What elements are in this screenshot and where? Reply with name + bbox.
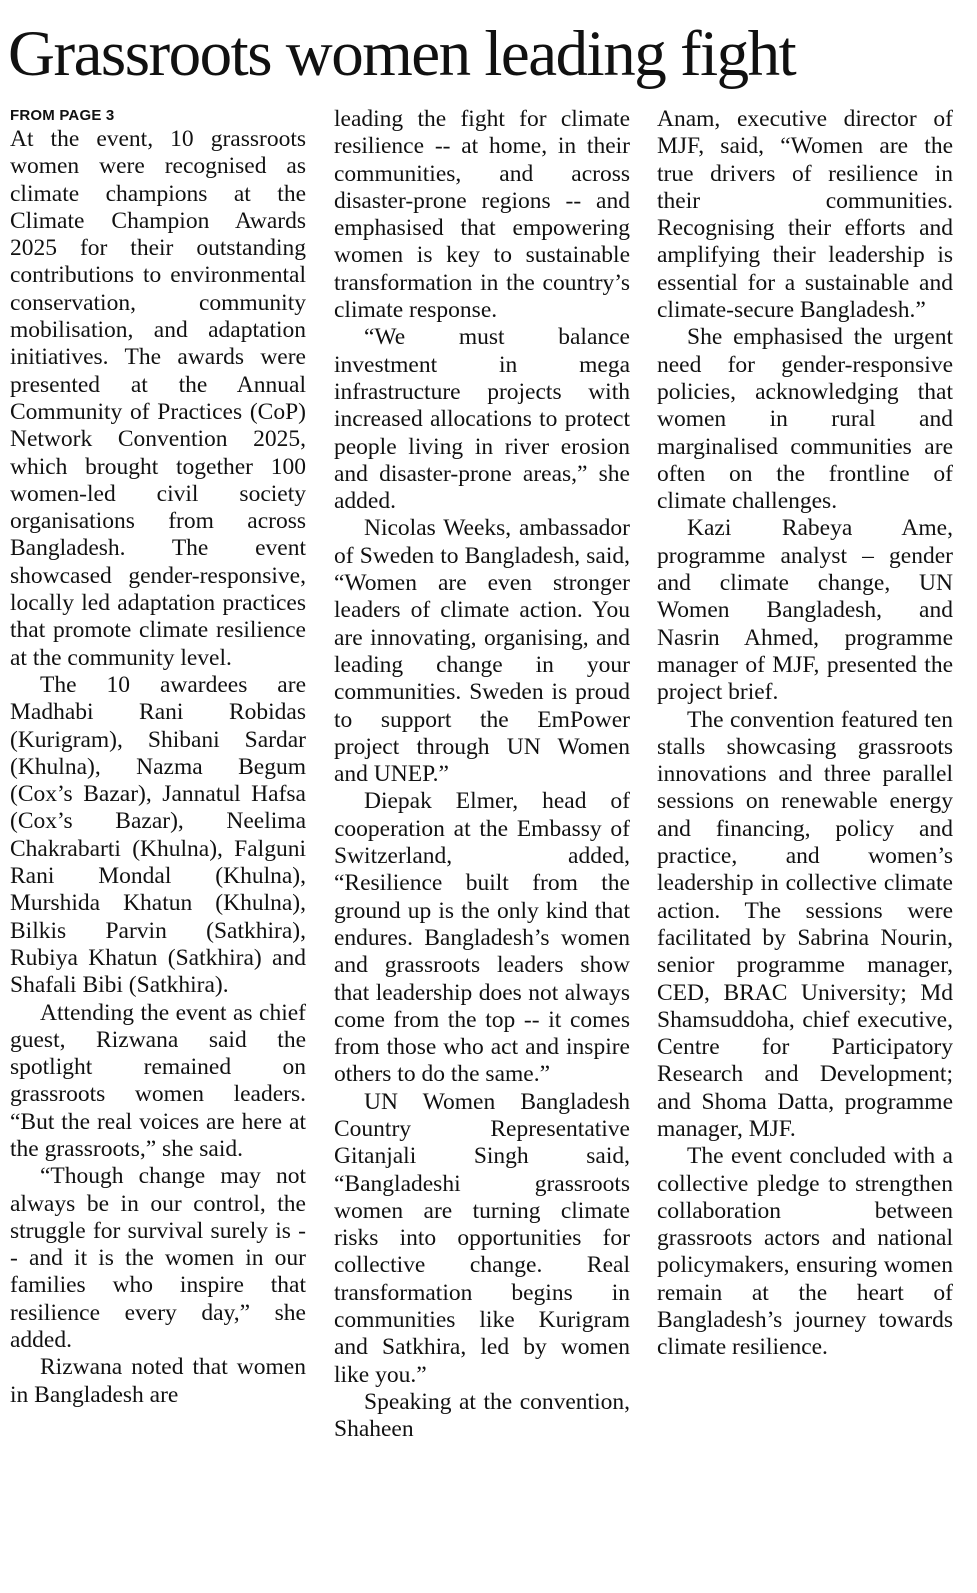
paragraph: “We must balance investment in mega infrastructure projects with increased allocations to protect people living in river erosion and disaster-prone areas,” she added. [334, 324, 630, 515]
paragraph: Nicolas Weeks, ambassador of Sweden to Bangladesh, said, “Women are even stronger leaders of climate action. You are innovating, organising, and leading change in your communities. Sweden is proud to support the EmPower project through UN Women and UNEP.” [334, 515, 630, 788]
article-column-2 [334, 106, 630, 1590]
paragraph: leading the fight for climate resilience -- at home, in their communities, and across disaster-prone regions -- and emphasised that empowering women is key to sustainable transformation in the country’s climate response. [334, 106, 630, 324]
paragraph: UN Women Bangladesh Country Representative Gitanjali Singh said, “Bangladeshi grassroots women are turning climate risks into opportunities for collective change. Real transformation begins in communities like Kurigram and Satkhira, led by women like you.” [334, 1088, 630, 1388]
paragraph: Diepak Elmer, head of cooperation at the Embassy of Switzerland, added, “Resilience built from the ground up is the only kind that endures. Bangladesh’s women and grassroots leaders show that leadership does not always come from the top -- it comes from those who act and inspire others to do the same.” [334, 788, 630, 1088]
dateline: FROM PAGE 3 [10, 107, 115, 124]
paragraph: Anam, executive director of MJF, said, “Women are the true drivers of resilience in their communities. Recognising their efforts and amplifying their leadership is essential for a sustainable and climate-secure Bangladesh.” [657, 106, 953, 324]
paragraph: Rizwana noted that women in Bangladesh are [10, 1354, 306, 1408]
paragraph: Kazi Rabeya Ame, programme analyst – gender and climate change, UN Women Bangladesh, and Nasrin Ahmed, programme manager of MJF, presented the project brief. [657, 515, 953, 706]
paragraph: Speaking at the convention, Shaheen [334, 1388, 630, 1443]
article-column-3 [657, 106, 953, 1590]
paragraph: The event concluded with a collective pledge to strengthen collaboration between grassroots actors and national policymakers, ensuring women remain at the heart of Bangladesh’s journey towards climate resilience. [657, 1143, 953, 1361]
headline: Grassroots women leading fight [8, 18, 796, 90]
paragraph: She emphasised the urgent need for gender-responsive policies, acknowledging that women in rural and marginalised communities are often on the frontline of climate challenges. [657, 324, 953, 515]
paragraph: Attending the event as chief guest, Rizwana said the spotlight remained on grassroots women leaders. “But the real voices are here at the grassroots,” she said. [10, 999, 306, 1162]
paragraph: “Though change may not always be in our control, the struggle for survival surely is -- and it is the women in our families who inspire that resilience every day,” she added. [10, 1163, 306, 1354]
paragraph: The 10 awardees are Madhabi Rani Robidas (Kurigram), Shibani Sardar (Khulna), Nazma Begum (Cox’s Bazar), Jannatul Hafsa (Cox’s Bazar), Neelima Chakrabarti (Khulna), Falguni Rani Mondal (Khulna), Murshida Khatun (Khulna), Bilkis Parvin (Satkhira), Rubiya Khatun (Satkhira) and Shafali Bibi (Satkhira). [10, 671, 306, 999]
article-column-1 [10, 106, 306, 1590]
paragraph: The convention featured ten stalls showcasing grassroots innovations and three parallel sessions on renewable energy and financing, policy and practice, and women’s leadership in collective climate action. The sessions were facilitated by Sabrina Nourin, senior programme manager, CED, BRAC University; Md Shamsuddoha, chief executive, Centre for Participatory Research and Development; and Shoma Datta, programme manager, MJF. [657, 706, 953, 1142]
paragraph: At the event, 10 grassroots women were recognised as climate champions at the Climate Champion Awards 2025 for their outstanding contributions to environmental conservation, community mobilisation, and adaptation initiatives. The awards were presented at the Annual Community of Practices (CoP) Network Convention 2025, which brought together 100 women-led civil society organisations from across Bangladesh. The event showcased gender-responsive, locally led adaptation practices that promote climate resilience at the community level. [10, 126, 306, 671]
